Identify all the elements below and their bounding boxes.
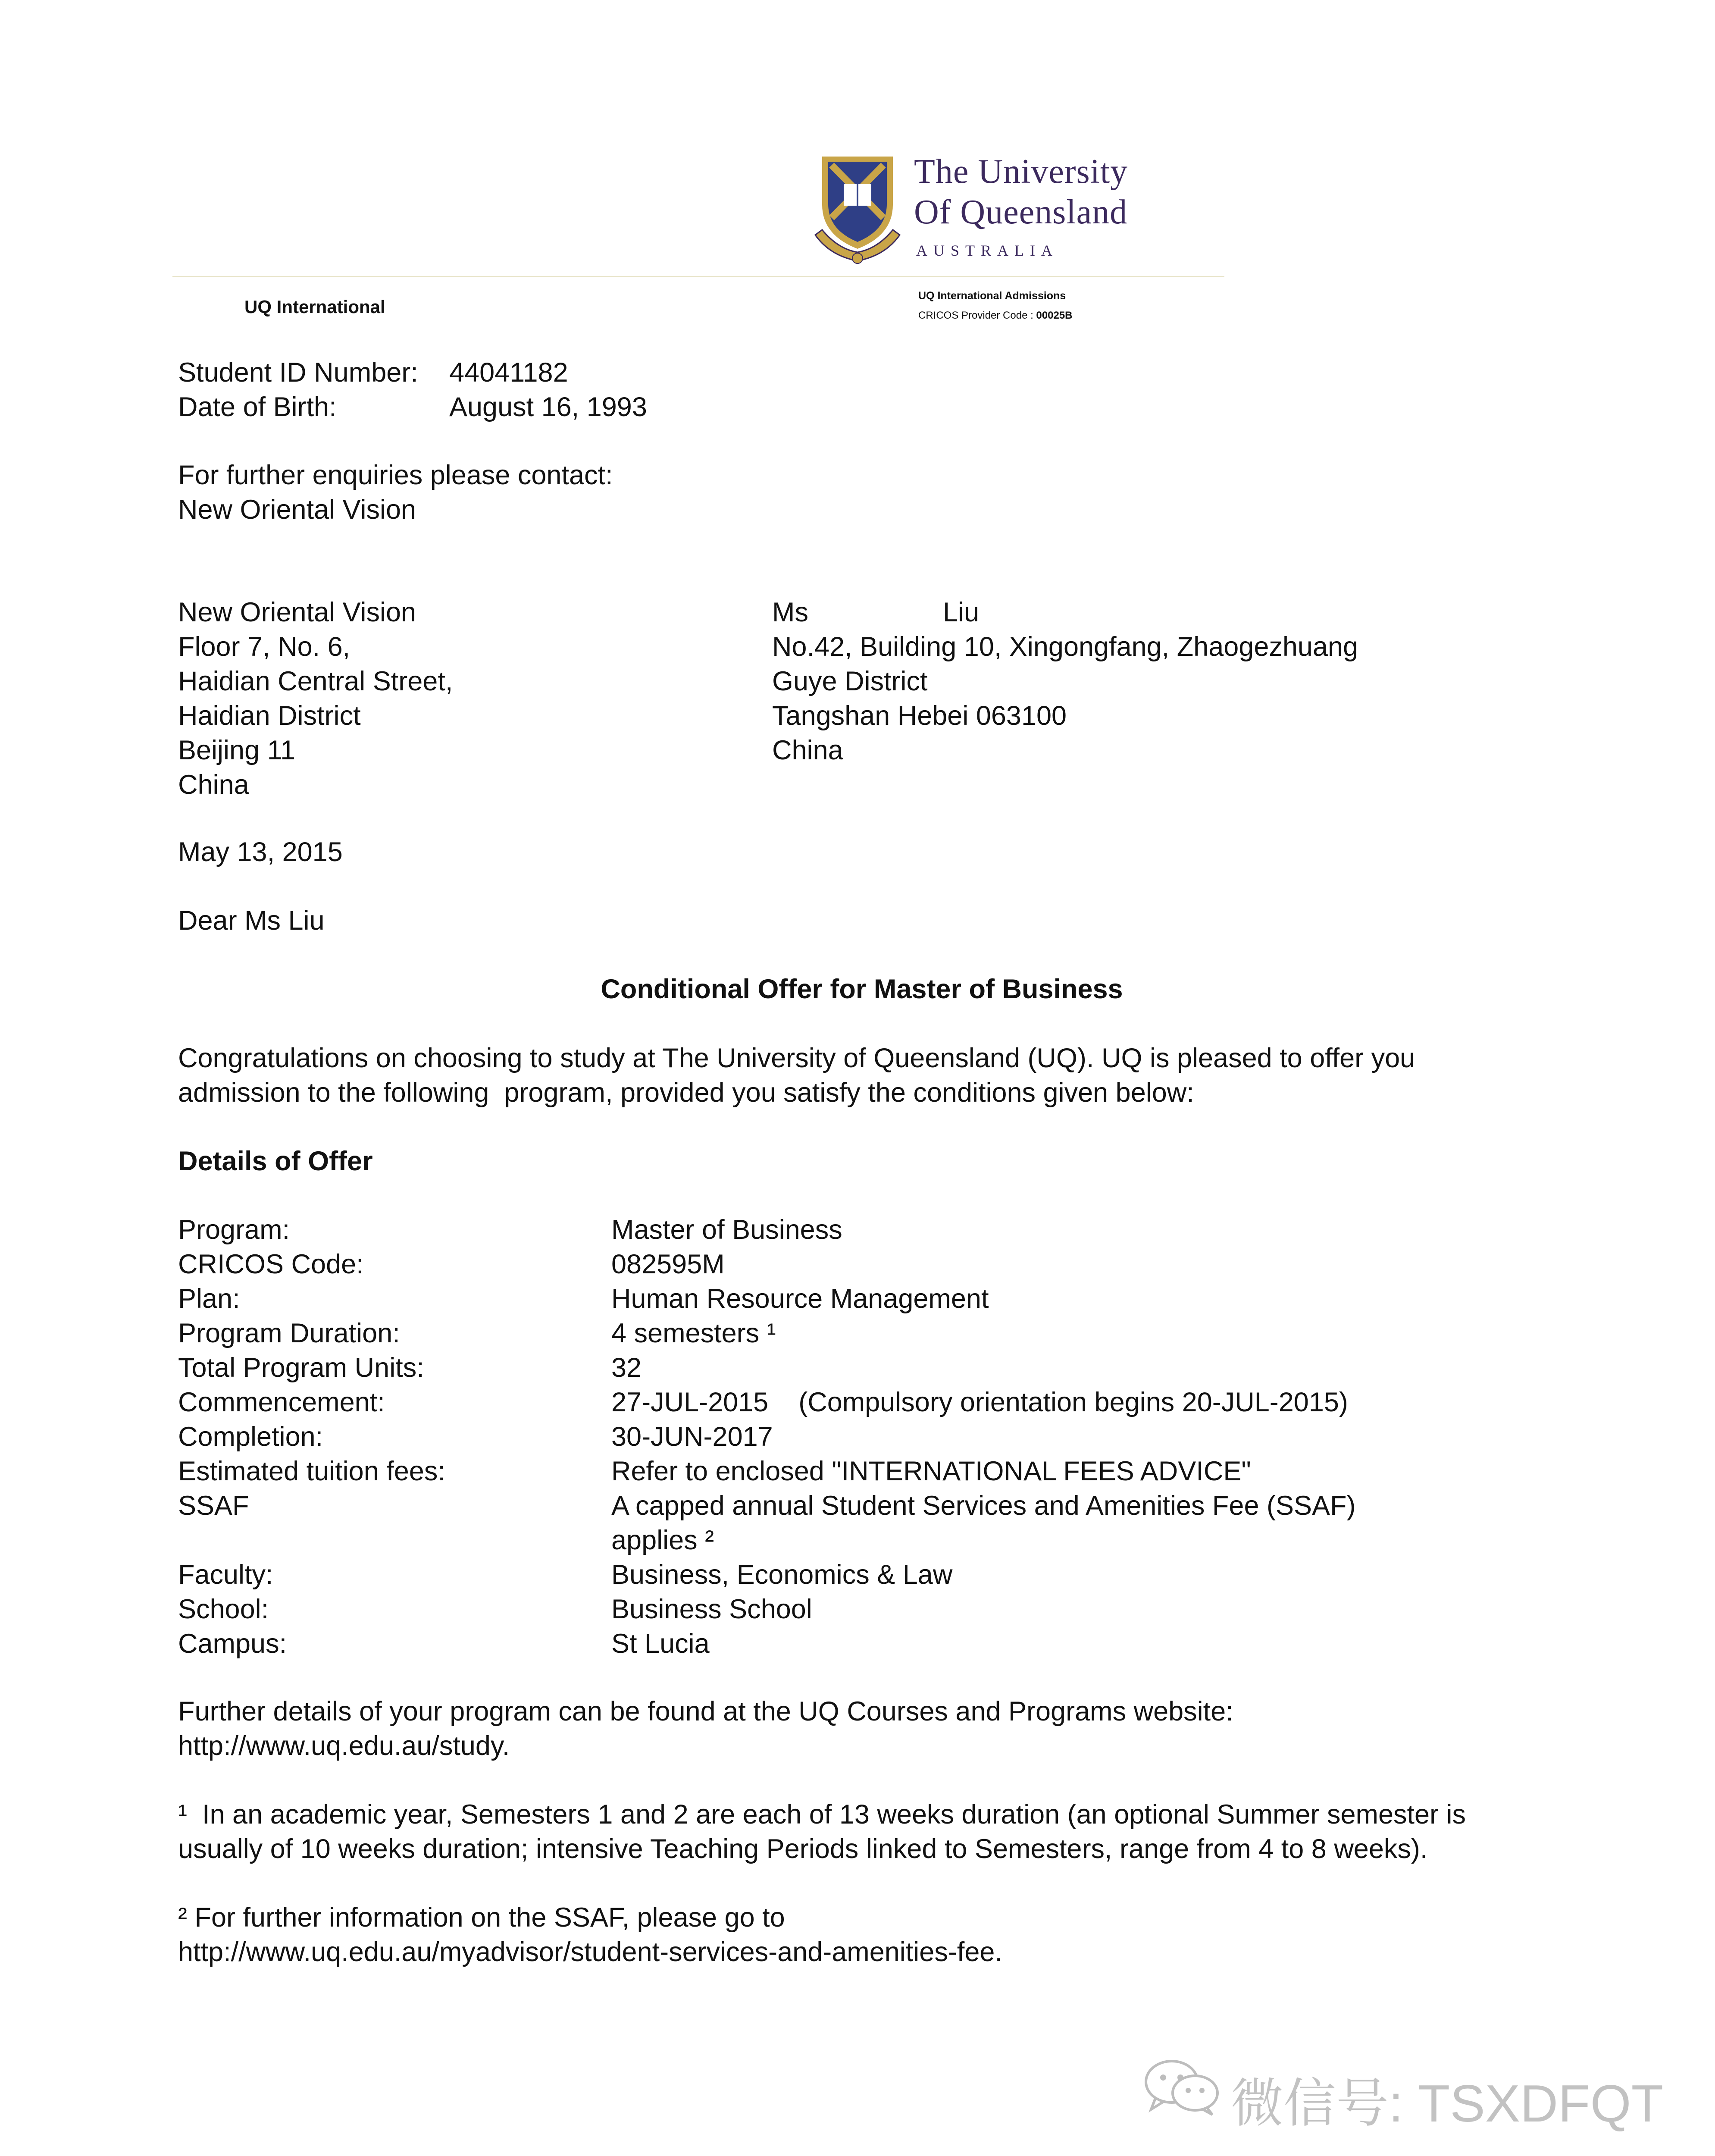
- student-id-label: Student ID Number:: [178, 357, 418, 388]
- uq-international-label: UQ International: [244, 297, 385, 317]
- details-label: Estimated tuition fees:: [178, 1456, 445, 1486]
- recipient-address-line: Tangshan Hebei 063100: [772, 701, 1067, 731]
- details-label: CRICOS Code:: [178, 1249, 364, 1279]
- details-value: Business, Economics & Law: [611, 1560, 953, 1590]
- offer-heading: Conditional Offer for Master of Business: [601, 974, 1123, 1004]
- agent-address-line: Haidian Central Street,: [178, 666, 453, 696]
- agent-address-line: Floor 7, No. 6,: [178, 632, 351, 662]
- details-label: School:: [178, 1594, 269, 1624]
- details-label: Campus:: [178, 1629, 287, 1659]
- ssaf-website-link[interactable]: http://www.uq.edu.au/myadvisor/student-services-and-amenities-fee.: [178, 1937, 1002, 1967]
- recipient-address-line: No.42, Building 10, Xingongfang, Zhaogezhuang: [772, 632, 1358, 662]
- footnote-line: ² For further information on the SSAF, please go to: [178, 1902, 785, 1933]
- details-label: Program:: [178, 1215, 290, 1245]
- details-label: Faculty:: [178, 1560, 273, 1590]
- recipient-surname: Liu: [942, 597, 980, 627]
- dob-label: Date of Birth:: [178, 392, 337, 422]
- university-name-line1: The University: [914, 153, 1128, 191]
- agent-address-line: China: [178, 770, 249, 800]
- cricos-provider-code: CRICOS Provider Code : 00025B: [918, 310, 1073, 321]
- details-value: 32: [611, 1353, 642, 1383]
- details-label: Total Program Units:: [178, 1353, 424, 1383]
- details-value: 27-JUL-2015 (Compulsory orientation begins 20-JUL-2015): [611, 1387, 1348, 1417]
- uq-crest-logo: [813, 153, 902, 266]
- details-label: SSAF: [178, 1491, 249, 1521]
- details-value: 4 semesters ¹: [611, 1318, 776, 1348]
- university-name-line2: Of Queensland: [914, 193, 1128, 231]
- details-label: Plan:: [178, 1284, 240, 1314]
- details-value: 30-JUN-2017: [611, 1422, 773, 1452]
- details-value-continued: applies ²: [611, 1525, 714, 1555]
- further-details: [178, 1694, 1233, 1763]
- footnote-line: ¹ In an academic year, Semesters 1 and 2 are each of 13 weeks duration (an optional Summer semester is: [178, 1799, 1466, 1830]
- program-website-link[interactable]: http://www.uq.edu.au/study.: [178, 1731, 510, 1761]
- agent-address: [178, 595, 453, 802]
- dob-value: August 16, 1993: [449, 392, 647, 422]
- letter-date: May 13, 2015: [178, 837, 343, 867]
- recipient-address-line: Guye District: [772, 666, 928, 696]
- recipient-name-line: [772, 595, 1358, 630]
- agent-address-line: New Oriental Vision: [178, 597, 416, 627]
- details-heading: Details of Offer: [178, 1146, 373, 1176]
- details-label: Program Duration:: [178, 1318, 400, 1348]
- recipient-title: Ms: [772, 597, 808, 627]
- details-value: Human Resource Management: [611, 1284, 989, 1314]
- intro-line: admission to the following program, provided you satisfy the conditions given below:: [178, 1078, 1194, 1108]
- footnote-2: [178, 1900, 1002, 1969]
- details-value: St Lucia: [611, 1629, 710, 1659]
- enquiries-contact: New Oriental Vision: [178, 495, 416, 525]
- watermark-text: 微信号: TSXDFQT: [1231, 2074, 1664, 2133]
- university-country: AUSTRALIA: [916, 242, 1058, 259]
- intro-line: Congratulations on choosing to study at The University of Queensland (UQ). UQ is pleased to offer you: [178, 1043, 1415, 1073]
- admissions-unit-label: UQ International Admissions: [918, 290, 1066, 302]
- details-value: A capped annual Student Services and Amenities Fee (SSAF): [611, 1491, 1356, 1521]
- agent-address-line: Beijing 11: [178, 735, 296, 765]
- footnote-1: [178, 1797, 1466, 1866]
- details-value: 082595M: [611, 1249, 725, 1279]
- details-value: Master of Business: [611, 1215, 842, 1245]
- recipient-address: [772, 595, 1358, 768]
- wechat-watermark: [1138, 2056, 1664, 2133]
- details-table: [178, 1213, 1558, 1670]
- footnote-line: usually of 10 weeks duration; intensive Teaching Periods linked to Semesters, range from 4 to 8 weeks).: [178, 1834, 1428, 1864]
- wechat-icon: [1138, 2056, 1224, 2116]
- details-label: Completion:: [178, 1422, 323, 1452]
- agent-address-line: Haidian District: [178, 701, 361, 731]
- salutation: Dear Ms Liu: [178, 906, 325, 936]
- details-value: Business School: [611, 1594, 812, 1624]
- details-label: Commencement:: [178, 1387, 385, 1417]
- further-details-line: Further details of your program can be found at the UQ Courses and Programs website:: [178, 1696, 1233, 1727]
- student-id-value: 44041182: [449, 357, 568, 388]
- details-value: Refer to enclosed "INTERNATIONAL FEES ADVICE": [611, 1456, 1251, 1486]
- intro-paragraph: [178, 1041, 1415, 1110]
- enquiries-line: For further enquiries please contact:: [178, 460, 613, 490]
- recipient-address-line: China: [772, 735, 843, 765]
- letterhead-divider: [172, 276, 1224, 277]
